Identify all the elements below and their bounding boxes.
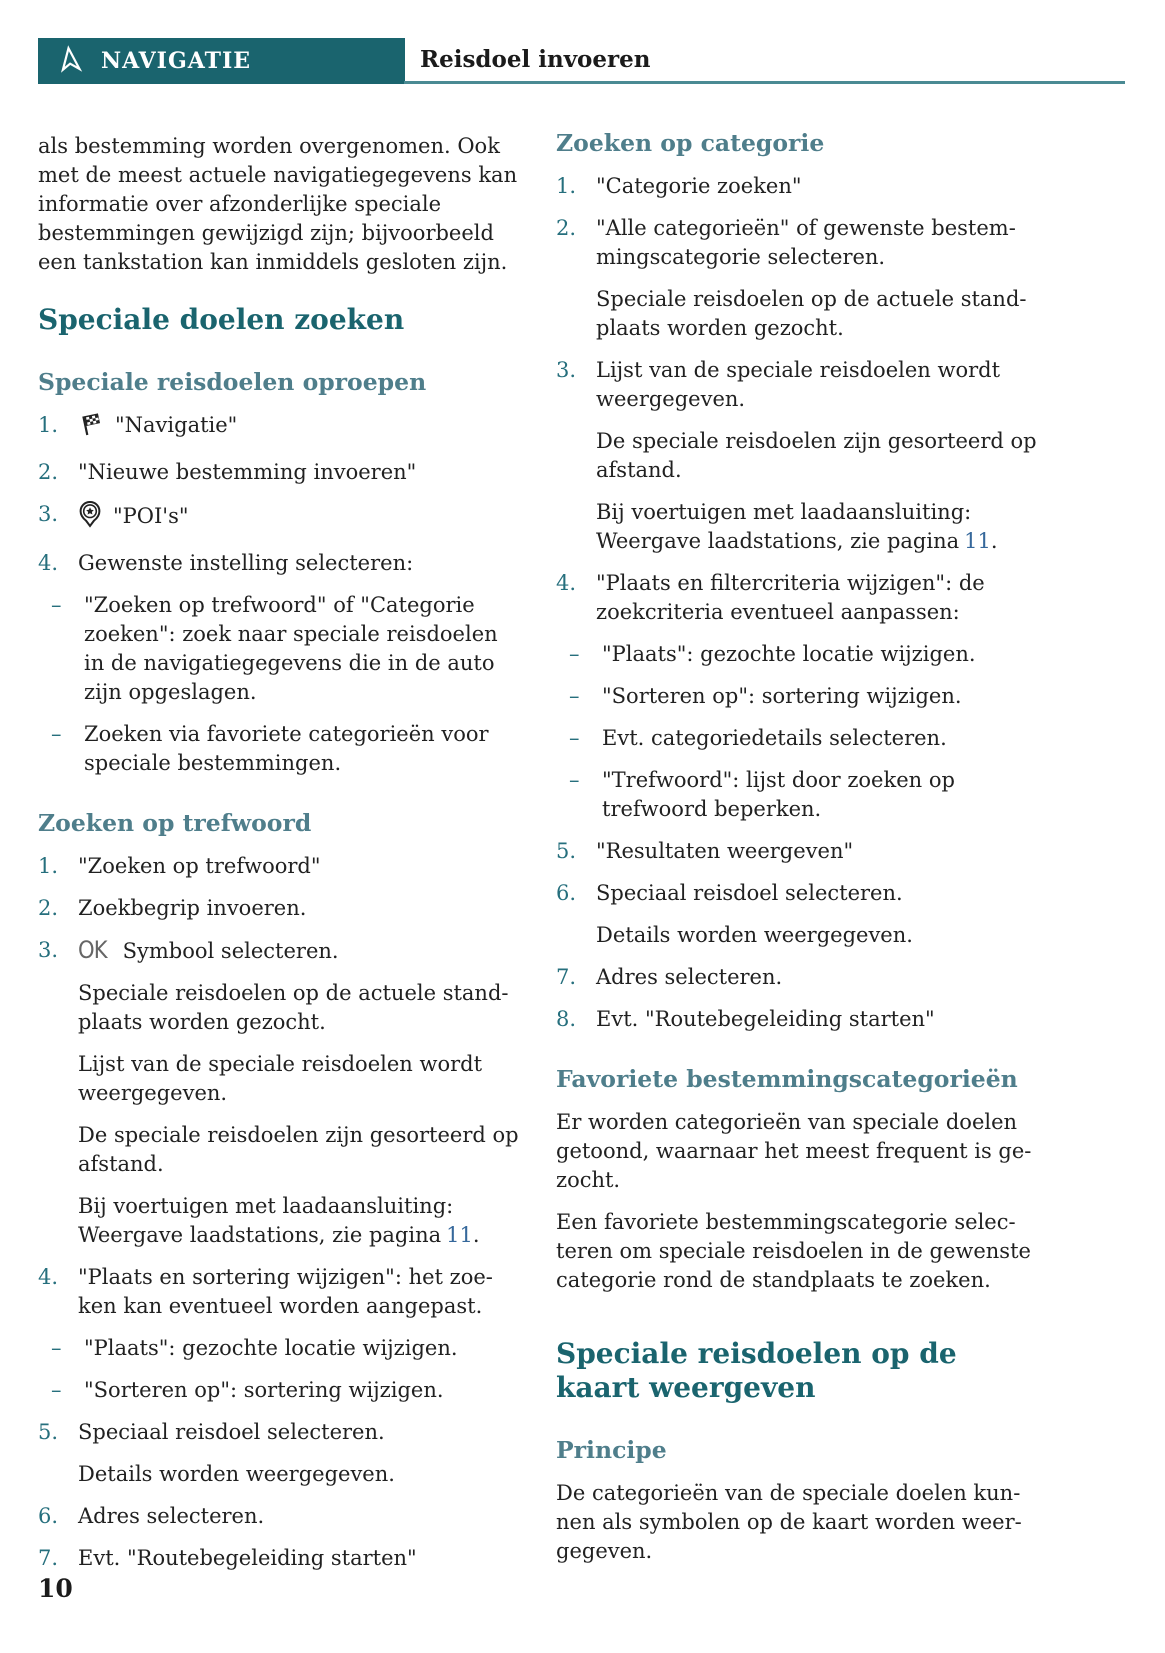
list-item-text: "Plaats en sortering wijzigen": het zoeken kan eventueel worden aangepast. — [78, 1265, 493, 1318]
dash-marker: – — [51, 593, 62, 617]
list-number: 1. — [38, 413, 59, 437]
checkered-flag-icon — [78, 411, 104, 445]
list-item-text: Lijst van de speciale reisdoelen wordt weergegeven. — [596, 358, 1001, 411]
list-item — [556, 1005, 1040, 1034]
sub-item-text: "Plaats": gezochte locatie wijzigen. — [84, 1336, 458, 1360]
list-number: 4. — [38, 1265, 59, 1289]
dash-marker: – — [51, 722, 62, 746]
link-paragraph-text: Bij voertuigen met laadaansluiting: Weergave laadstations, zie pagina — [596, 500, 972, 553]
list-item-text: Symbool selecteren. — [122, 939, 339, 963]
body-paragraph: De categorieën van de speciale doelen kunnen als symbolen op de kaart worden weergegeven. — [556, 1481, 1022, 1563]
sub-item-text: Zoeken via favoriete categorieën voor speciale bestemmingen. — [84, 722, 489, 775]
two-column-layout — [38, 120, 1040, 1586]
list-item-paragraph: Details worden weergegeven. — [78, 1462, 395, 1486]
link-paragraph-suffix: . — [990, 529, 998, 553]
dash-marker: – — [569, 768, 580, 792]
list-item-paragraph: Speciale reisdoelen op de actuele standplaats worden gezocht. — [78, 981, 509, 1034]
list-item-text: "POI's" — [113, 504, 189, 528]
list-item — [556, 172, 1040, 201]
sub-list-item — [556, 640, 1040, 669]
sub-list-item — [38, 1334, 522, 1363]
left-column — [38, 120, 522, 1586]
right-column — [556, 120, 1040, 1586]
list-item — [556, 356, 1040, 556]
list-item-text: "Categorie zoeken" — [596, 174, 802, 198]
list-number: 3. — [38, 502, 59, 526]
list-item-text: "Zoeken op trefwoord" — [78, 854, 321, 878]
list-number: 1. — [556, 174, 577, 198]
list-item-paragraph — [78, 1192, 522, 1250]
chapter-tab — [38, 38, 405, 84]
list-number: 2. — [38, 460, 59, 484]
list-number: 7. — [556, 965, 577, 989]
section-heading: Speciale reisdoelen op de kaart weergeven — [556, 1337, 957, 1404]
list-item-paragraph: Speciale reisdoelen op de actuele standplaats worden gezocht. — [596, 287, 1027, 340]
nav-arrow-icon — [56, 44, 86, 78]
sub-list-item — [38, 1376, 522, 1405]
list-item — [38, 549, 522, 578]
body-paragraph: Een favoriete bestemmingscategorie selecteren om speciale reisdoelen in de gewenste categorie rond de standplaats te zoeken. — [556, 1210, 1031, 1292]
list-number: 6. — [38, 1504, 59, 1528]
dash-marker: – — [569, 684, 580, 708]
body-paragraph: Er worden categorieën van speciale doelen getoond, waarnaar het meest frequent is gezocht. — [556, 1110, 1032, 1192]
list-item-text: Gewenste instelling selecteren: — [78, 551, 414, 575]
list-item — [38, 1502, 522, 1531]
list-item-text: Evt. "Routebegeleiding starten" — [78, 1546, 417, 1570]
list-item-text: "Resultaten weergeven" — [596, 839, 854, 863]
list-number: 4. — [556, 571, 577, 595]
list-item — [38, 1263, 522, 1321]
list-item — [556, 837, 1040, 866]
section-heading: Speciale doelen zoeken — [38, 303, 405, 336]
list-item-text: "Nieuwe bestemming invoeren" — [78, 460, 417, 484]
list-number: 3. — [556, 358, 577, 382]
header-rule — [404, 81, 1125, 84]
list-item — [38, 1418, 522, 1489]
list-item-paragraph: Details worden weergegeven. — [596, 923, 913, 947]
dash-marker: – — [51, 1378, 62, 1402]
list-item — [38, 936, 522, 1250]
list-item — [38, 458, 522, 487]
list-item-paragraph — [596, 498, 1040, 556]
list-item-paragraph: De speciale reisdoelen zijn gesorteerd op afstand. — [596, 429, 1037, 482]
list-item-text: Zoekbegrip invoeren. — [78, 896, 307, 920]
list-item-text: Speciaal reisdoel selecteren. — [596, 881, 903, 905]
sub-item-text: "Trefwoord": lijst door zoeken op trefwoord beperken. — [602, 768, 955, 821]
sub-item-text: "Sorteren op": sortering wijzigen. — [602, 684, 962, 708]
list-item — [38, 411, 522, 445]
chapter-tab-label: NAVIGATIE — [101, 48, 252, 74]
intro-paragraph: als bestemming worden overgenomen. Ook met de meest actuele navigatiegegevens kan informatie over afzonderlijke speciale bestemmingen gewijzigd zijn; bijvoorbeeld een tankstation kan inmiddels gesloten zijn. — [38, 134, 518, 274]
dash-marker: – — [569, 642, 580, 666]
link-paragraph-suffix: . — [472, 1223, 480, 1247]
list-item — [556, 569, 1040, 627]
list-item-text: Speciaal reisdoel selecteren. — [78, 1420, 385, 1444]
list-item-text: Adres selecteren. — [78, 1504, 265, 1528]
list-number: 3. — [38, 938, 59, 962]
list-number: 1. — [38, 854, 59, 878]
list-item — [38, 894, 522, 923]
list-number: 2. — [556, 216, 577, 240]
list-item — [556, 879, 1040, 950]
sub-item-text: Evt. categoriedetails selecteren. — [602, 726, 947, 750]
list-item-text: Adres selecteren. — [596, 965, 783, 989]
list-item — [38, 500, 522, 536]
list-item — [38, 1544, 522, 1573]
sub-item-text: "Plaats": gezochte locatie wijzigen. — [602, 642, 976, 666]
list-item-paragraph: De speciale reisdoelen zijn gesorteerd op afstand. — [78, 1123, 519, 1176]
list-number: 5. — [38, 1420, 59, 1444]
list-number: 6. — [556, 881, 577, 905]
subsection-heading: Principe — [556, 1436, 667, 1464]
list-item — [556, 214, 1040, 343]
sub-item-text: "Zoeken op trefwoord" of "Categorie zoeken": zoek naar speciale reisdoelen in de navigatiegegevens die in de auto zijn opgeslagen. — [84, 593, 498, 704]
list-item-text: "Alle categorieën" of gewenste bestemmingscategorie selecteren. — [596, 216, 1016, 269]
page-number: 10 — [38, 1574, 73, 1603]
ok-symbol: OK — [78, 936, 107, 964]
list-number: 8. — [556, 1007, 577, 1031]
list-item — [556, 963, 1040, 992]
sub-list-item — [38, 591, 522, 707]
list-number: 5. — [556, 839, 577, 863]
list-item-text: Evt. "Routebegeleiding starten" — [596, 1007, 935, 1031]
subsection-heading: Zoeken op trefwoord — [38, 809, 312, 837]
link-paragraph-text: Bij voertuigen met laadaansluiting: Weergave laadstations, zie pagina — [78, 1194, 454, 1247]
subsection-heading: Speciale reisdoelen oproepen — [38, 368, 427, 396]
page-reference-link[interactable]: 11 — [964, 529, 991, 553]
dash-marker: – — [51, 1336, 62, 1360]
dash-marker: – — [569, 726, 580, 750]
sub-list-item — [556, 724, 1040, 753]
list-number: 7. — [38, 1546, 59, 1570]
list-item-text: "Plaats en filtercriteria wijzigen": de zoekcriteria eventueel aanpassen: — [596, 571, 985, 624]
sub-list-item — [556, 766, 1040, 824]
list-item-text: "Navigatie" — [115, 413, 238, 437]
sub-list-item — [38, 720, 522, 778]
sub-list-item — [556, 682, 1040, 711]
list-number: 4. — [38, 551, 59, 575]
page-title: Reisdoel invoeren — [420, 46, 651, 73]
subsection-heading: Zoeken op categorie — [556, 129, 825, 157]
page-reference-link[interactable]: 11 — [446, 1223, 473, 1247]
list-item — [38, 852, 522, 881]
subsection-heading: Favoriete bestemmingscategorieën — [556, 1065, 1018, 1093]
poi-pin-icon — [78, 500, 102, 536]
sub-item-text: "Sorteren op": sortering wijzigen. — [84, 1378, 444, 1402]
list-item-paragraph: Lijst van de speciale reisdoelen wordt weergegeven. — [78, 1052, 483, 1105]
list-number: 2. — [38, 896, 59, 920]
